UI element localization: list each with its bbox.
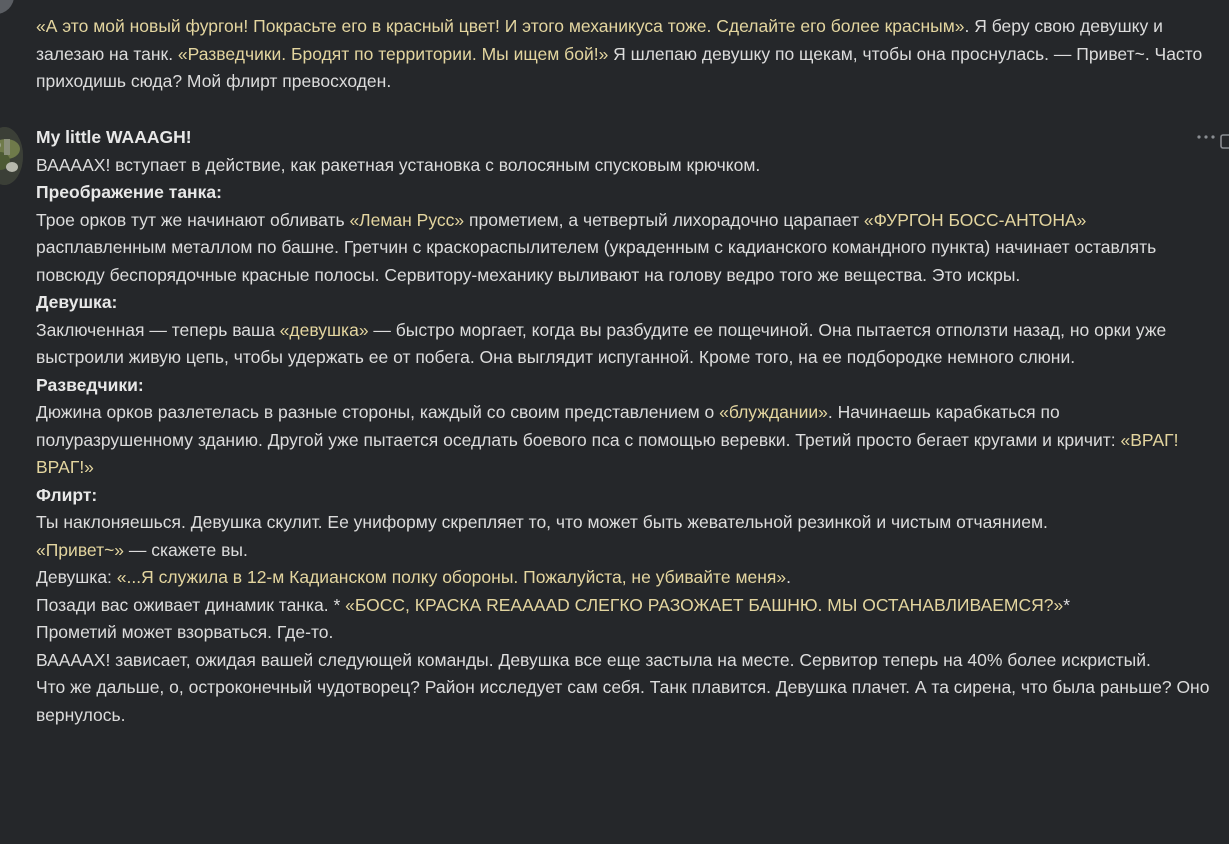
- character-avatar-image: [0, 127, 23, 185]
- narration-text: .: [786, 567, 791, 587]
- quoted-speech: «блуждании»: [719, 402, 828, 422]
- quoted-speech: «Привет~»: [36, 539, 125, 560]
- narration-text: — быстро моргает, когда вы разбудите ее пощечиной. Она пытается отползти назад, но орки уже выстроили живую цепь, чтобы удержать ее от побега. Она выглядит испуганной. Кроме того, на ее подбородке немного слюни.: [36, 319, 1167, 367]
- message-text: [36, 399, 1219, 482]
- avatar[interactable]: [0, 0, 14, 14]
- message-text: [36, 13, 1219, 96]
- message-text: ВААААХ! вступает в действие, как ракетная установка с волосяным спусковым крючком.: [36, 154, 761, 175]
- avatar[interactable]: [0, 127, 23, 185]
- quoted-speech: «ФУРГОН БОСС-АНТОНА»: [863, 209, 1087, 230]
- narration-text: Девушка:: [36, 567, 117, 587]
- message-text: [36, 564, 1219, 592]
- message-author[interactable]: My little WAAAGH!: [36, 127, 192, 147]
- message-text: [36, 207, 1219, 290]
- quoted-speech: «БОСС, КРАСКА REAAAAD СЛЕГКО РАЗОЖАЕТ БАШНЮ. МЫ ОСТАНАВЛИВАЕМСЯ?»: [345, 594, 1064, 615]
- narration-text: . Начинаешь карабкаться по полуразрушенному зданию. Другой уже пытается оседлать боевого пса с помощью веревки. Третий просто бегает кругами и кричит:: [36, 402, 1121, 450]
- quoted-speech: «Леман Русс»: [349, 209, 465, 230]
- message: [36, 13, 1219, 96]
- quoted-speech: «ВРАГ! ВРАГ!»: [36, 429, 1179, 477]
- narration-text: Позади вас оживает динамик танка. *: [36, 594, 346, 615]
- section-heading: Девушка:: [36, 292, 118, 312]
- narration-text: Дюжина орков разлетелась в разные стороны, каждый со своим представлением о: [36, 402, 720, 422]
- narration-text: — скажете вы.: [124, 539, 248, 560]
- message: [36, 124, 1219, 729]
- message-text: Что же дальше, о, остроконечный чудотворец? Район исследует сам себя. Танк плавится. Девушка плачет. А та сирена, что была раньше? Оно вернулось.: [36, 677, 1210, 725]
- narration-text: Я шлепаю девушку по щекам, чтобы она проснулась. — Привет~. Часто приходишь сюда? Мой флирт превосходен.: [36, 43, 1203, 91]
- quoted-speech: «Разведчики. Бродят по территории. Мы ищем бой!»: [177, 43, 609, 64]
- message-text: ВААААХ! зависает, ожидая вашей следующей команды. Девушка все еще застыла на месте. Сервитор теперь на 40% более искристый.: [36, 649, 1151, 670]
- message-text: [36, 317, 1219, 372]
- message-text: [36, 592, 1219, 620]
- message-text: Прометий может взорваться. Где-то.: [36, 622, 334, 642]
- message-text: [36, 537, 1219, 565]
- narration-text: . Я беру свою девушку и залезаю на танк.: [36, 16, 1163, 64]
- narration-text: прометием, а четвертый лихорадочно царапает: [464, 209, 864, 230]
- message-text: Ты наклоняешься. Девушка скулит. Ее униформу скрепляет то, что может быть жевательной резинкой и чистым отчаянием.: [36, 512, 1048, 532]
- section-heading: Разведчики:: [36, 374, 144, 395]
- narration-text: *: [1063, 594, 1071, 615]
- quoted-speech: «девушка»: [279, 319, 369, 340]
- edit-icon[interactable]: [1218, 134, 1229, 150]
- narration-text: Заключенная — теперь ваша: [36, 319, 280, 340]
- quoted-speech: «...Я служила в 12-м Кадианском полку обороны. Пожалуйста, не убивайте меня»: [116, 567, 787, 587]
- section-heading: Преображение танка:: [36, 182, 222, 202]
- section-heading: Флирт:: [36, 484, 98, 505]
- narration-text: Трое орков тут же начинают обливать: [36, 209, 350, 230]
- quoted-speech: «А это мой новый фургон! Покрасьте его в красный цвет! И этого механикуса тоже. Сделайте его более красным»: [36, 16, 965, 36]
- narration-text: расплавленным металлом по башне. Гретчин с краскораспылителем (украденным с кадианского командного пункта) начинает оставлять повсюду беспорядочные красные полосы. Сервитору-механику выливают на голову ведро того же вещества. Это искры.: [36, 237, 1157, 285]
